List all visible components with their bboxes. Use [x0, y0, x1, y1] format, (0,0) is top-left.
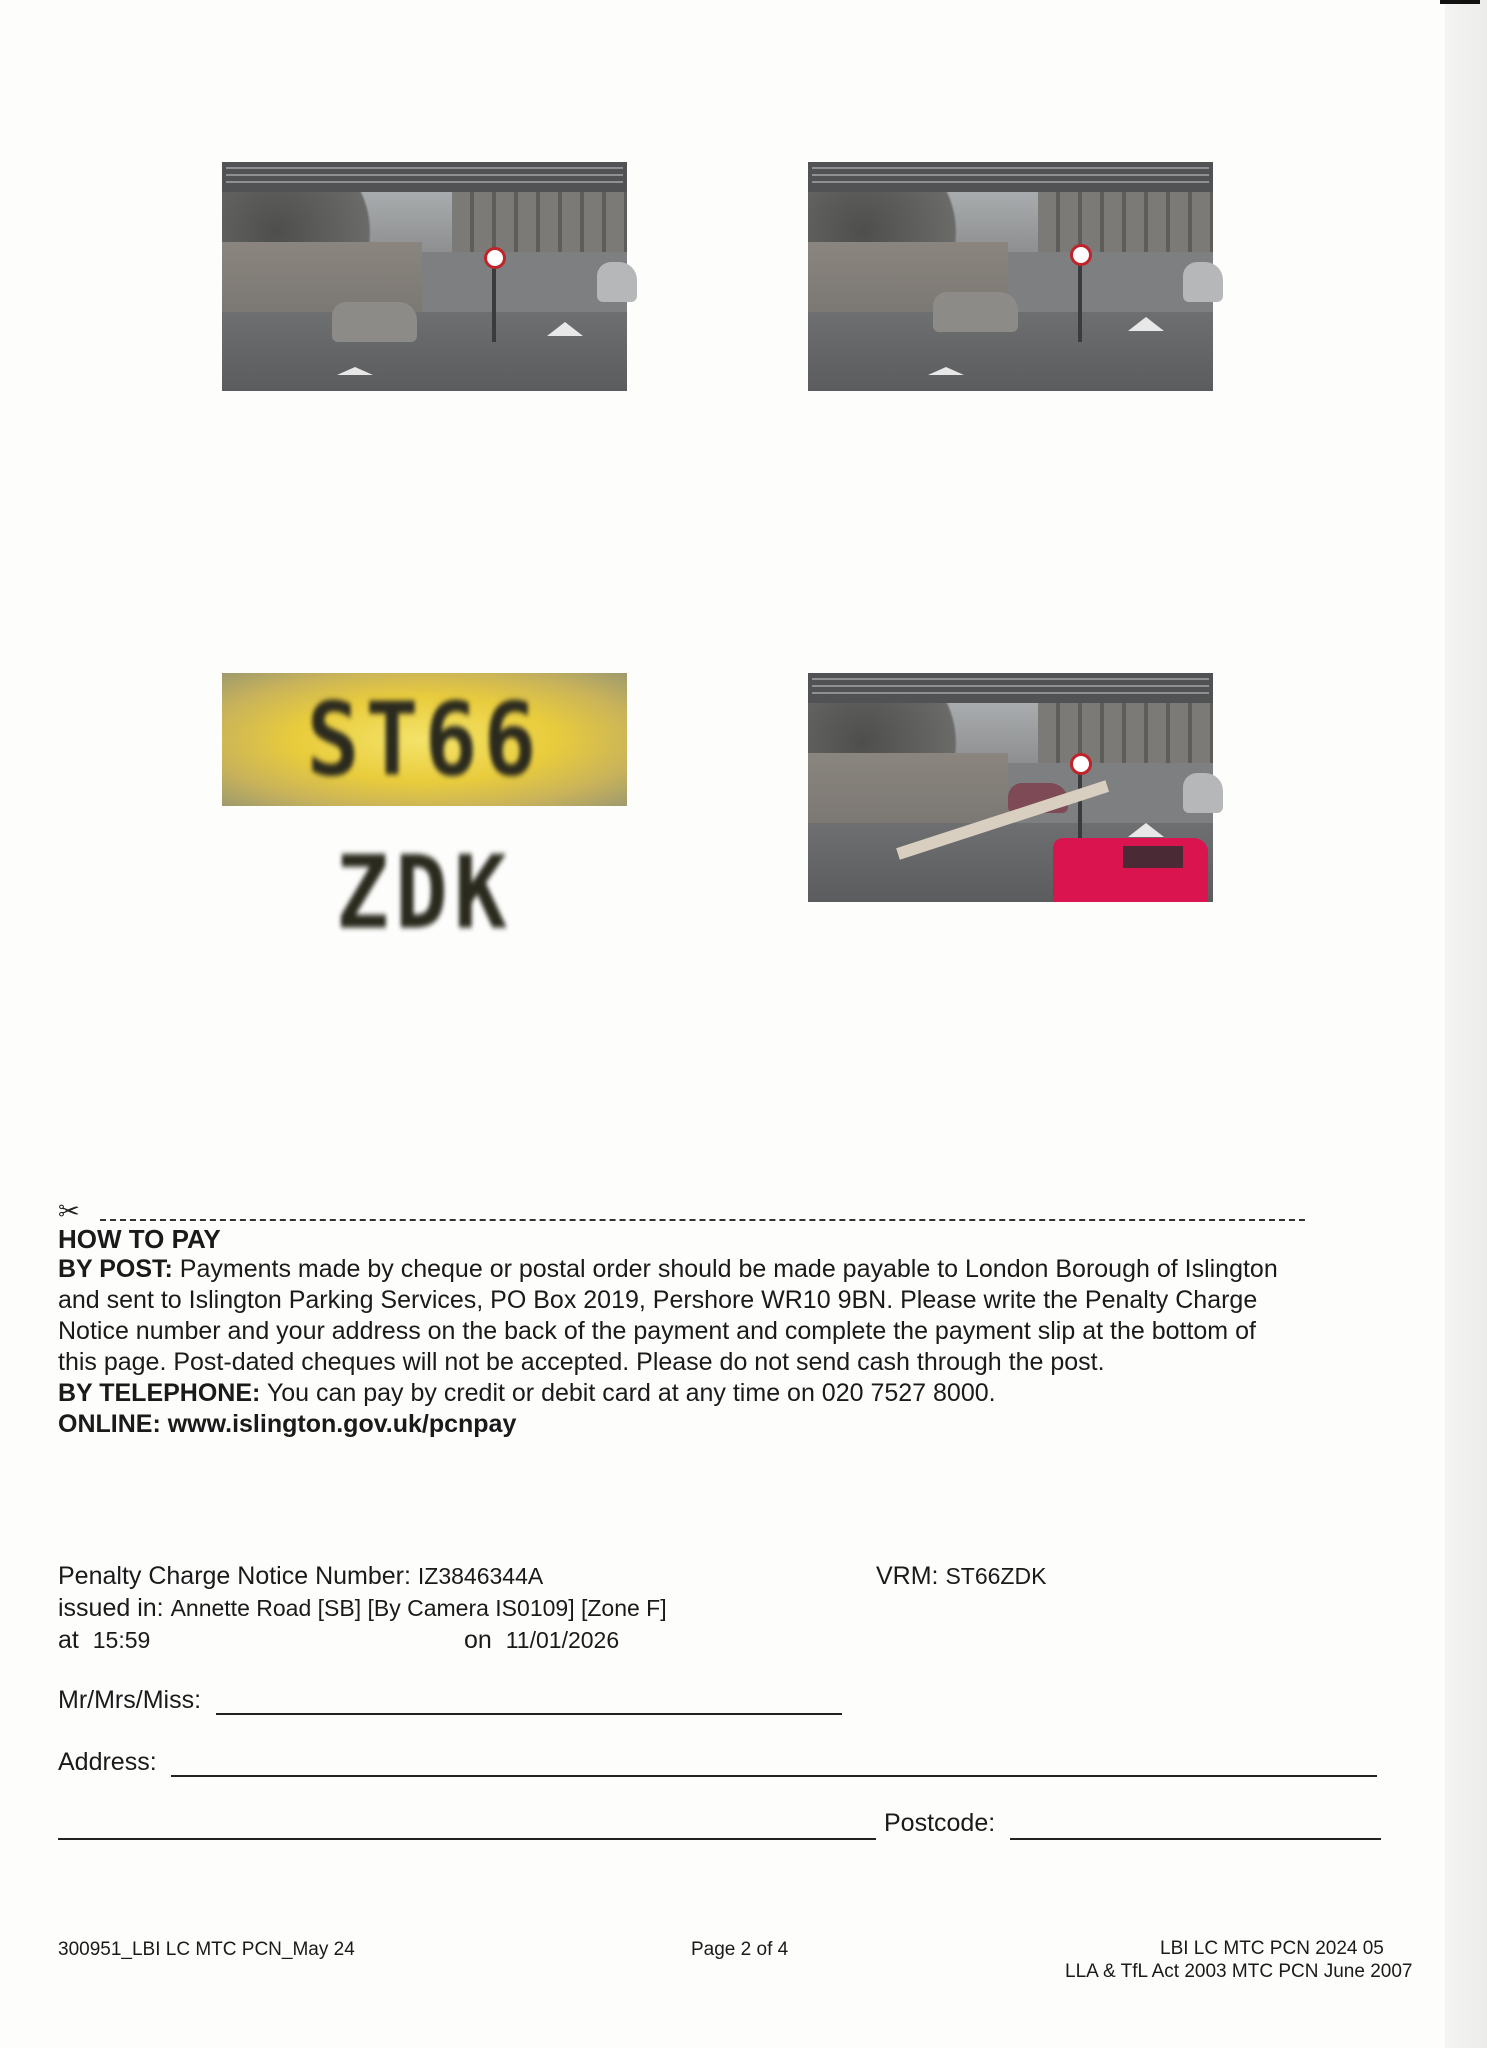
address-field-line-2[interactable] [58, 1838, 876, 1840]
camera-photo-3 [808, 673, 1213, 902]
licence-plate-crop [222, 673, 627, 952]
name-label: Mr/Mrs/Miss: [58, 1686, 202, 1714]
post-line-1: Payments made by cheque or postal order should be made payable to London Borough of Islington [172, 1255, 1278, 1283]
post-line-4: this page. Post-dated cheques will not be accepted. Please do not send cash through the post. [58, 1348, 1105, 1376]
footer-form-code: LBI LC MTC PCN 2024 05 [1160, 1938, 1384, 1959]
issued-row [58, 1594, 667, 1623]
time-row [58, 1626, 150, 1655]
how-to-pay-heading: HOW TO PAY [58, 1224, 221, 1254]
page-number: Page 2 of 4 [691, 1939, 789, 1960]
name-field[interactable] [216, 1713, 842, 1715]
postcode-label: Postcode: [884, 1809, 996, 1837]
footer-reference: 300951_LBI LC MTC PCN_May 24 [58, 1939, 355, 1960]
post-line-2: and sent to Islington Parking Services, PO Box 2019, Pershore WR10 9BN. Please write the Penalty Charge [58, 1286, 1258, 1314]
issued-label: issued in: [58, 1594, 164, 1622]
plate-text: ST66 ZDK [306, 680, 543, 952]
scan-edge-shadow [1445, 0, 1487, 2048]
vrm-label: VRM: [876, 1562, 939, 1590]
cut-line [100, 1219, 1305, 1221]
pcn-number-row [58, 1562, 543, 1591]
by-post-label: BY POST: [58, 1255, 173, 1283]
camera-photo-1 [222, 162, 627, 391]
vrm-row [876, 1562, 1046, 1591]
pcn-number-value: IZ3846344A [417, 1563, 544, 1589]
at-label: at [58, 1626, 79, 1654]
by-telephone-label: BY TELEPHONE: [58, 1379, 261, 1407]
scissors-icon: ✂ [58, 1197, 80, 1227]
footer-act-reference: LLA & TfL Act 2003 MTC PCN June 2007 [1065, 1961, 1413, 1982]
date-value: 11/01/2026 [505, 1627, 620, 1653]
issued-location: Annette Road [SB] [By Camera IS0109] [Zone F] [170, 1595, 667, 1621]
postcode-field[interactable] [1010, 1838, 1381, 1840]
payment-instructions [58, 1254, 1388, 1440]
time-value: 15:59 [92, 1627, 151, 1653]
address-field-line-1[interactable] [171, 1775, 1377, 1777]
vrm-value: ST66ZDK [945, 1563, 1047, 1589]
on-label: on [464, 1626, 492, 1654]
telephone-text: You can pay by credit or debit card at any time on 020 7527 8000. [260, 1379, 996, 1407]
pcn-number-label: Penalty Charge Notice Number: [58, 1562, 411, 1590]
online-url-link[interactable]: www.islington.gov.uk/pcnpay [160, 1410, 517, 1438]
scan-corner-mark [1440, 0, 1480, 4]
online-label: ONLINE: [58, 1410, 161, 1438]
post-line-3: Notice number and your address on the back of the payment and complete the payment slip at the bottom of [58, 1317, 1256, 1345]
address-label: Address: [58, 1748, 157, 1776]
camera-photo-2 [808, 162, 1213, 391]
date-row [464, 1626, 619, 1655]
